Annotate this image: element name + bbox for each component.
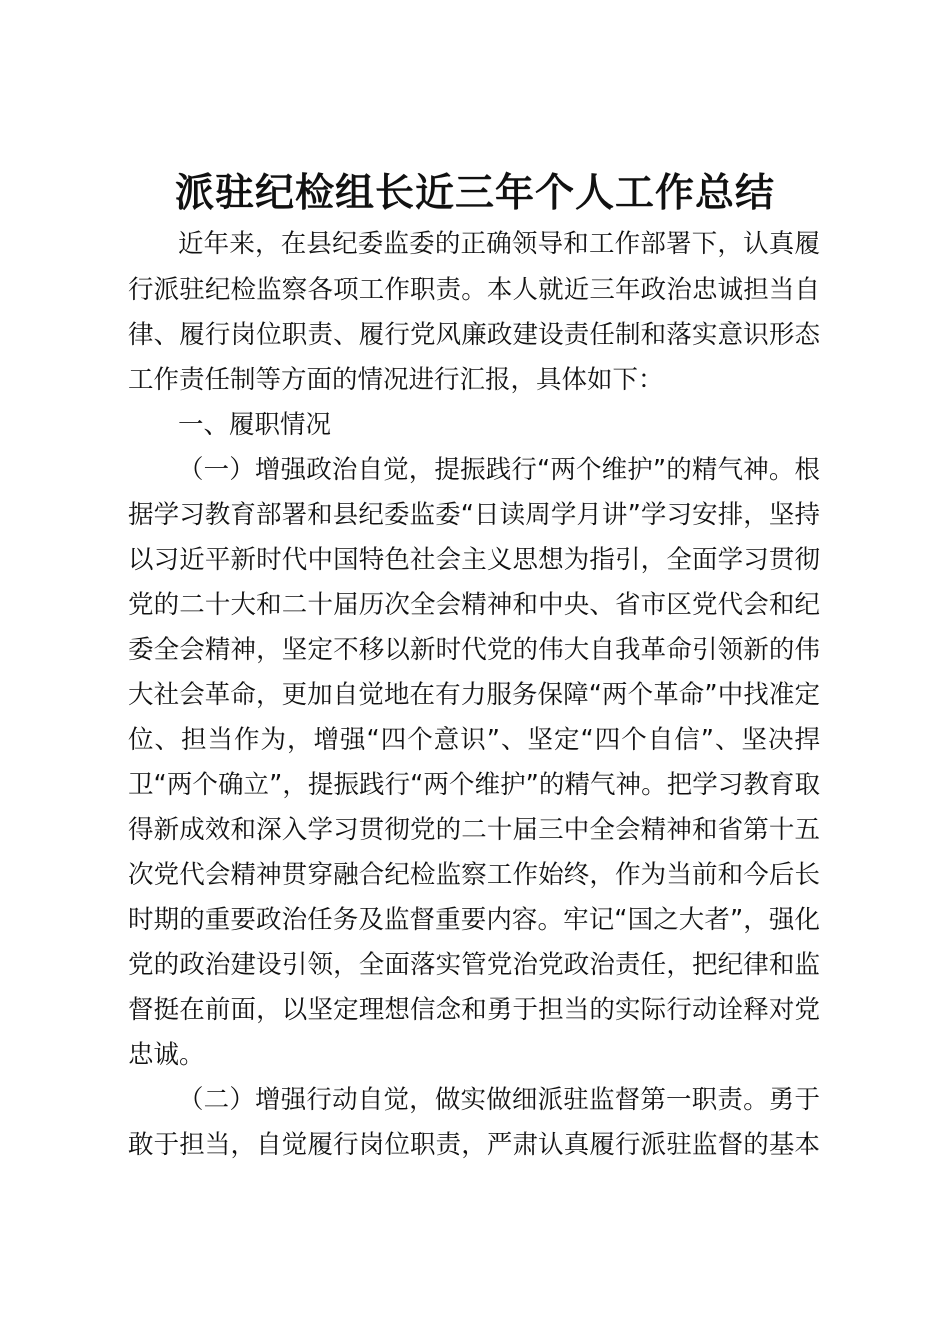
paragraph-line: 据学习教育部署和县纪委监委“日读周学月讲”学习安排，坚持 <box>128 500 820 530</box>
paragraph-line: 得新成效和深入学习贯彻党的二十届三中全会精神和省第十五 <box>128 815 820 845</box>
paragraph-line: （二）增强行动自觉，做实做细派驻监督第一职责。勇于 <box>178 1085 820 1115</box>
paragraph-line: 敢于担当，自觉履行岗位职责，严肃认真履行派驻监督的基本 <box>128 1130 820 1160</box>
paragraph-line: 委全会精神，坚定不移以新时代党的伟大自我革命引领新的伟 <box>128 635 820 665</box>
paragraph-line: 党的政治建设引领，全面落实管党治党政治责任，把纪律和监 <box>128 950 820 980</box>
document-title: 派驻纪检组长近三年个人工作总结 <box>174 171 775 216</box>
paragraph-line: 卫“两个确立”，提振践行“两个维护”的精气神。把学习教育取 <box>128 770 820 800</box>
paragraph-line: 时期的重要政治任务及监督重要内容。牢记“国之大者”，强化 <box>128 905 820 935</box>
paragraph-line: 督挺在前面，以坚定理想信念和勇于担当的实际行动诠释对党 <box>128 995 820 1025</box>
paragraph-line: 行派驻纪检监察各项工作职责。本人就近三年政治忠诚担当自 <box>128 275 820 305</box>
paragraph-line: 次党代会精神贯穿融合纪检监察工作始终，作为当前和今后长 <box>128 860 820 890</box>
paragraph-line: 忠诚。 <box>128 1040 205 1070</box>
paragraph-line: 党的二十大和二十届历次全会精神和中央、省市区党代会和纪 <box>128 590 820 620</box>
paragraph-line: 工作责任制等方面的情况进行汇报，具体如下： <box>128 365 664 395</box>
paragraph-line: 律、履行岗位职责、履行党风廉政建设责任制和落实意识形态 <box>128 320 820 350</box>
paragraph-line: 位、担当作为，增强“四个意识”、坚定“四个自信”、坚决捍 <box>128 725 820 755</box>
section-heading: 一、履职情况 <box>178 410 332 440</box>
paragraph-line: 以习近平新时代中国特色社会主义思想为指引，全面学习贯彻 <box>128 545 820 575</box>
paragraph-line: （一）增强政治自觉，提振践行“两个维护”的精气神。根 <box>178 455 820 485</box>
paragraph-line: 大社会革命，更加自觉地在有力服务保障“两个革命”中找准定 <box>128 680 820 710</box>
paragraph-line: 近年来，在县纪委监委的正确领导和工作部署下，认真履 <box>178 229 820 259</box>
